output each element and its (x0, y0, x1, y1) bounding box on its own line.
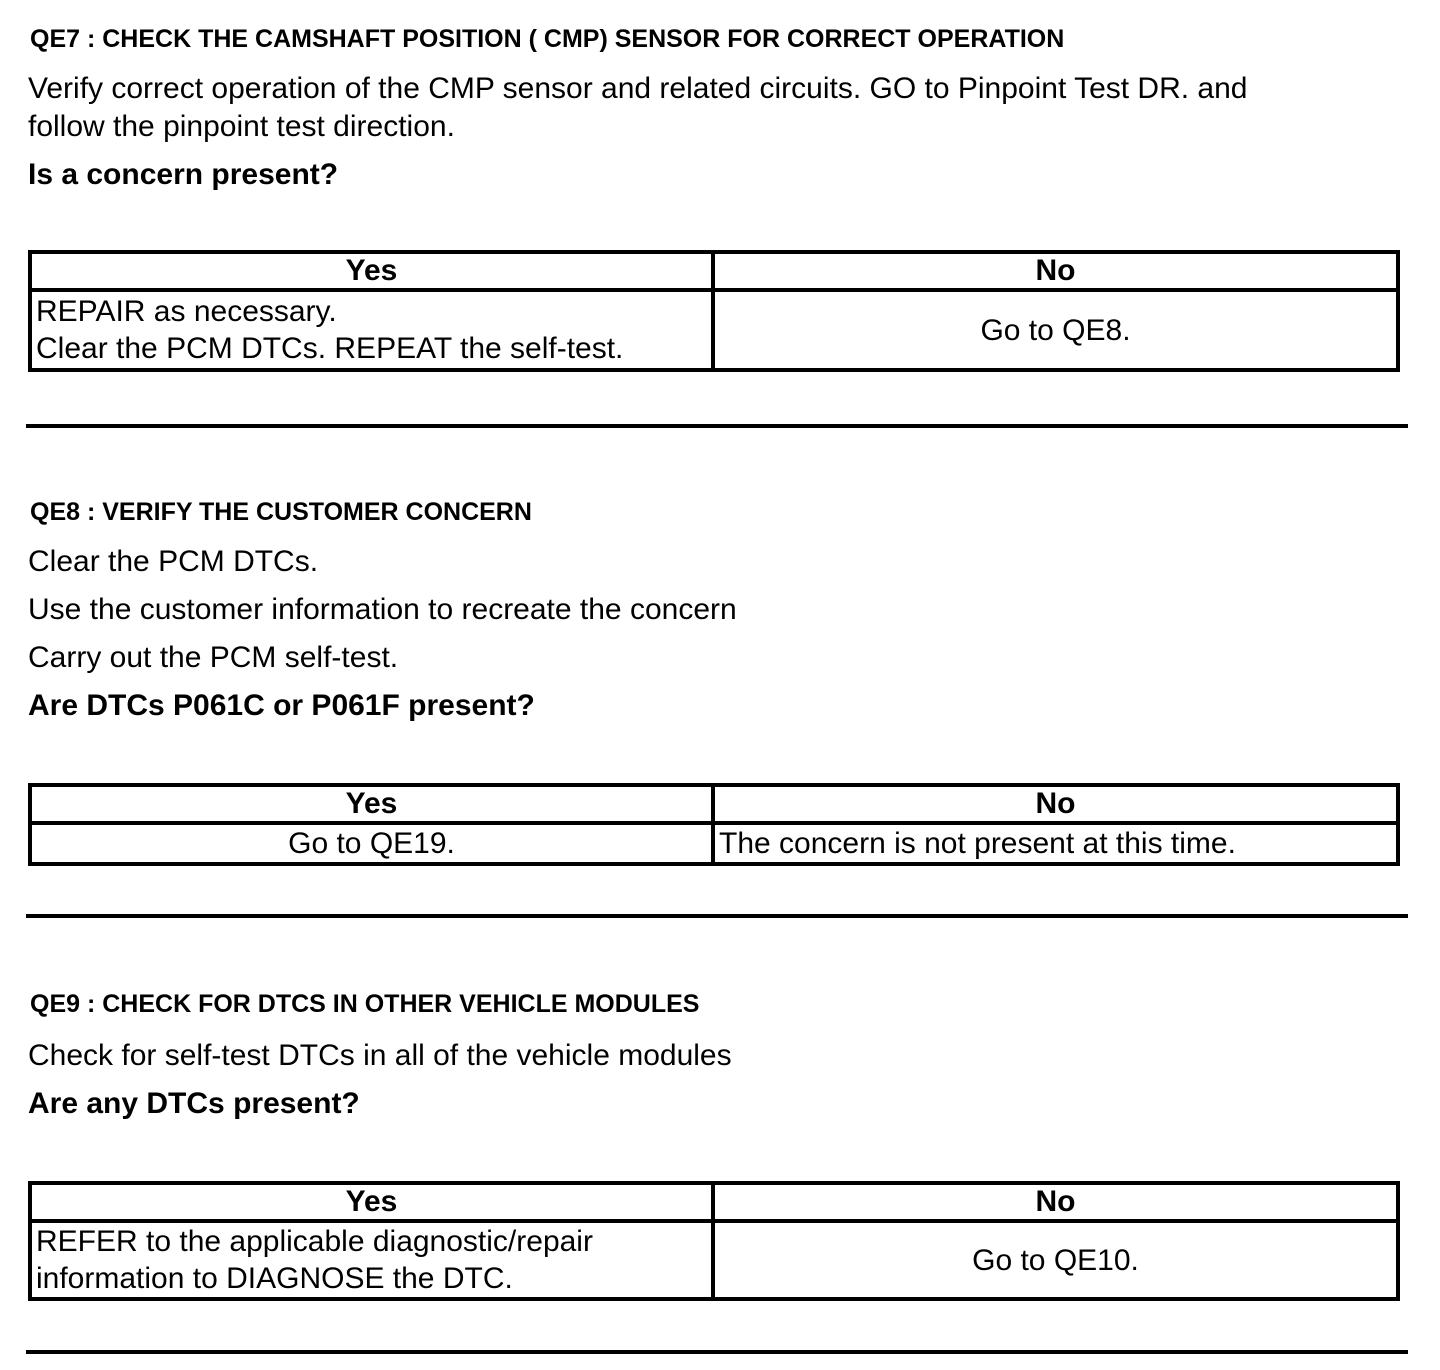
yes-header: Yes (30, 1183, 713, 1221)
no-header: No (713, 785, 1398, 823)
no-header: No (713, 252, 1398, 290)
yes-header: Yes (30, 785, 713, 823)
no-action: Go to QE10. (713, 1221, 1398, 1299)
yes-header: Yes (30, 252, 713, 290)
section-heading: QE7 : CHECK THE CAMSHAFT POSITION ( CMP) SENSOR FOR CORRECT OPERATION (30, 25, 1065, 53)
section-heading: QE8 : VERIFY THE CUSTOMER CONCERN (30, 498, 532, 526)
section-divider (26, 424, 1408, 428)
instruction-text: Check for self-test DTCs in all of the vehicle modules (28, 1039, 732, 1072)
no-action: The concern is not present at this time. (713, 823, 1398, 864)
yes-no-table (28, 783, 1400, 866)
section-divider (26, 1350, 1408, 1354)
yes-no-table (28, 1181, 1400, 1301)
question-text: Is a concern present? (28, 158, 339, 191)
instruction-text: Use the customer information to recreate the concern (28, 593, 737, 626)
yes-action: REFER to the applicable diagnostic/repair information to DIAGNOSE the DTC. (30, 1221, 713, 1299)
no-header: No (713, 1183, 1398, 1221)
yes-no-table (28, 250, 1400, 372)
yes-action: Go to QE19. (30, 823, 713, 864)
question-text: Are any DTCs present? (28, 1087, 360, 1120)
instruction-text: Clear the PCM DTCs. (28, 545, 319, 578)
instruction-text: Verify correct operation of the CMP sensor and related circuits. GO to Pinpoint Test DR. and follow the pinpoint test direction. (28, 72, 1248, 143)
yes-action: REPAIR as necessary. Clear the PCM DTCs. REPEAT the self-test. (30, 290, 713, 370)
question-text: Are DTCs P061C or P061F present? (28, 689, 535, 722)
no-action: Go to QE8. (713, 290, 1398, 370)
section-heading: QE9 : CHECK FOR DTCS IN OTHER VEHICLE MODULES (30, 990, 700, 1018)
instruction-text: Carry out the PCM self-test. (28, 641, 399, 674)
section-divider (26, 914, 1408, 918)
